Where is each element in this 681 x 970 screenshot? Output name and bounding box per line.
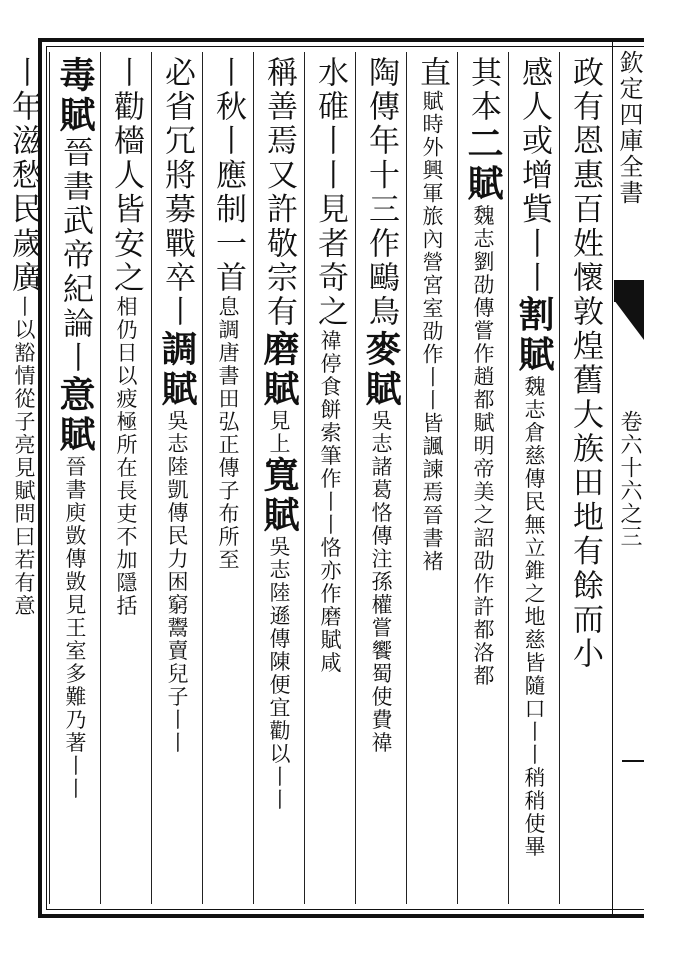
text-column [508,52,559,904]
text-columns [6,52,610,912]
text-column [151,52,202,904]
text-column [406,52,457,904]
entry-heading: 二賦 [462,124,504,205]
annotation-text: 吳志陸遜傳陳便宜勸以丨丨 [267,535,291,812]
body-text: 直 [414,56,450,91]
body-text: 必省冗將募戰卒丨 [159,56,195,330]
entry-heading: 毒賦 [54,56,96,136]
band-volume: 卷六十六之三 [617,410,642,548]
entry-heading: 麥賦 [360,329,402,410]
body-text: 敦煌舊大族田地有餘而小 [567,295,603,672]
body-text: 稱善焉又許敬宗有 [261,56,297,330]
text-column [0,52,49,904]
body-text: 政有恩惠百姓懷 [567,56,603,296]
annotation-text: 魏志倉慈傳民無立錐之地慈皆隨口丨丨稍稍使畢 [522,375,546,859]
text-column [49,52,100,904]
band-title: 欽定四庫全書 [615,50,643,206]
band-rule [622,760,644,762]
text-column [457,52,508,904]
annotation-text: 賦時外興軍旅內營宮室劭作丨丨皆諷諫焉晉書褚 [420,90,444,574]
body-text: 丨勸檣人皆安之 [108,56,144,296]
entry-heading: 割賦 [513,295,555,376]
body-text: 感人或增貲丨丨 [516,56,552,296]
fishtail-mark [614,280,644,302]
text-column [559,52,610,904]
annotation-text: 丨以豁情從子亮見賦問曰若有意 [12,295,36,618]
body-text: 陶傳年十三作鷗鳥 [363,56,399,330]
annotation-text: 禕停食餅索筆作丨丨恪亦作磨賦咸 [318,329,342,675]
annotation-text: 魏志劉劭傳嘗作趙都賦明帝美之詔劭作許都洛都 [471,204,495,688]
fishtail-mark-tail [614,300,644,340]
entry-heading: 調賦 [156,329,198,410]
body-text: 水碓丨丨見者奇之 [312,56,348,330]
body-text: 丨秋丨應制一首 [210,56,246,296]
annotation-text: 晉書庾敳傳敳見王室多難乃著丨丨 [63,455,87,801]
entry-heading: 意賦 [54,375,96,456]
entry-heading: 寬賦 [258,455,300,536]
annotation-text: 吳志陸凱傳民力困窮鬻賣兒子丨丨 [165,409,189,755]
entry-heading: 磨賦 [258,329,300,410]
body-text: 丨年滋愁民歲廣 [6,56,42,296]
text-column [202,52,253,904]
text-column [100,52,151,904]
text-column [304,52,355,904]
annotation-text: 息調唐書田弘正傳子布所至 [216,295,240,572]
annotation-text: 相仍日以疲極所在長吏不加隱括 [114,295,138,618]
annotation-text: 見上 [267,409,291,456]
body-text: 其本 [465,56,501,125]
text-column [253,52,304,904]
text-column [355,52,406,904]
body-text: 晉書武帝紀論丨 [57,136,93,376]
annotation-text: 吳志諸葛恪傳注孫權嘗饗蜀使費禕 [369,409,393,755]
